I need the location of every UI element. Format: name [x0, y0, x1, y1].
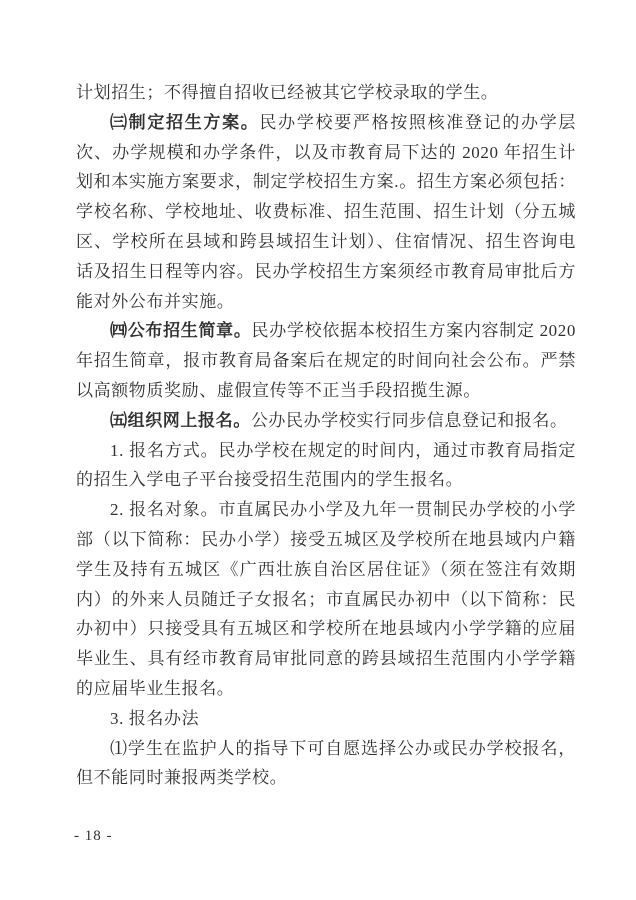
paragraph [76, 704, 576, 734]
paragraph-text: 计划招生；不得擅自招收已经被其它学校录取的学生。 [76, 83, 499, 102]
paragraph-lead: ㈣公布招生简章。 [110, 321, 252, 341]
paragraph [76, 436, 576, 496]
document-body [76, 78, 576, 793]
paragraph [76, 108, 576, 317]
paragraph-text: 公办民办学校实行同步信息登记和报名。 [250, 410, 568, 430]
paragraph [76, 406, 576, 436]
paragraph-text: ⑴学生在监护人的指导下可自愿选择公办或民办学校报名，但不能同时兼报两类学校。 [76, 738, 576, 788]
paragraph-text: 民办学校要严格按照核准登记的办学层次、办学规模和办学条件，以及市教育局下达的 2020 年招生计划和本实施方案要求，制定学校招生方案.。招生方案必须包括：学校名称、学校地址、收费标准、招生范围、招生计划（分五城区、学校所在县域和跨县域招生计划）、住宿情况、招生咨询电话及招生日程等内容。民办学校招生方案须经市教育局审批后方能对外公布并实施。 [76, 112, 576, 311]
paragraph-lead: ㈢制定招生方案。 [110, 112, 260, 132]
paragraph [76, 78, 576, 108]
page-number: - 18 - [74, 828, 113, 844]
paragraph-text: 3. 报名办法 [110, 708, 200, 728]
paragraph-lead: ㈤组织网上报名。 [110, 410, 251, 430]
paragraph [76, 734, 576, 794]
paragraph-text: 1. 报名方式。民办学校在规定的时间内，通过市教育局指定的招生入学电子平台接受招生范围内的学生报名。 [76, 440, 576, 490]
paragraph-text: 2. 报名对象。市直属民办小学及九年一贯制民办学校的小学部（以下简称：民办小学）接受五城区及学校所在地县域内户籍学生及持有五城区《广西壮族自治区居住证》（须在签注有效期内）的外来人员随迁子女报名；市直属民办初中（以下简称：民办初中）只接受具有五城区和学校所在地县域内小学学籍的应届毕业生、具有经市教育局审批同意的跨县域招生范围内小学学籍的应届毕业生报名。 [76, 500, 576, 698]
paragraph [76, 316, 576, 405]
paragraph-text: 民办学校依据本校招生方案内容制定 2020 年招生简章，报市教育局备案后在规定的时间向社会公布。严禁以高额物质奖励、虚假宣传等不正当手段招揽生源。 [76, 321, 576, 400]
paragraph [76, 495, 576, 704]
